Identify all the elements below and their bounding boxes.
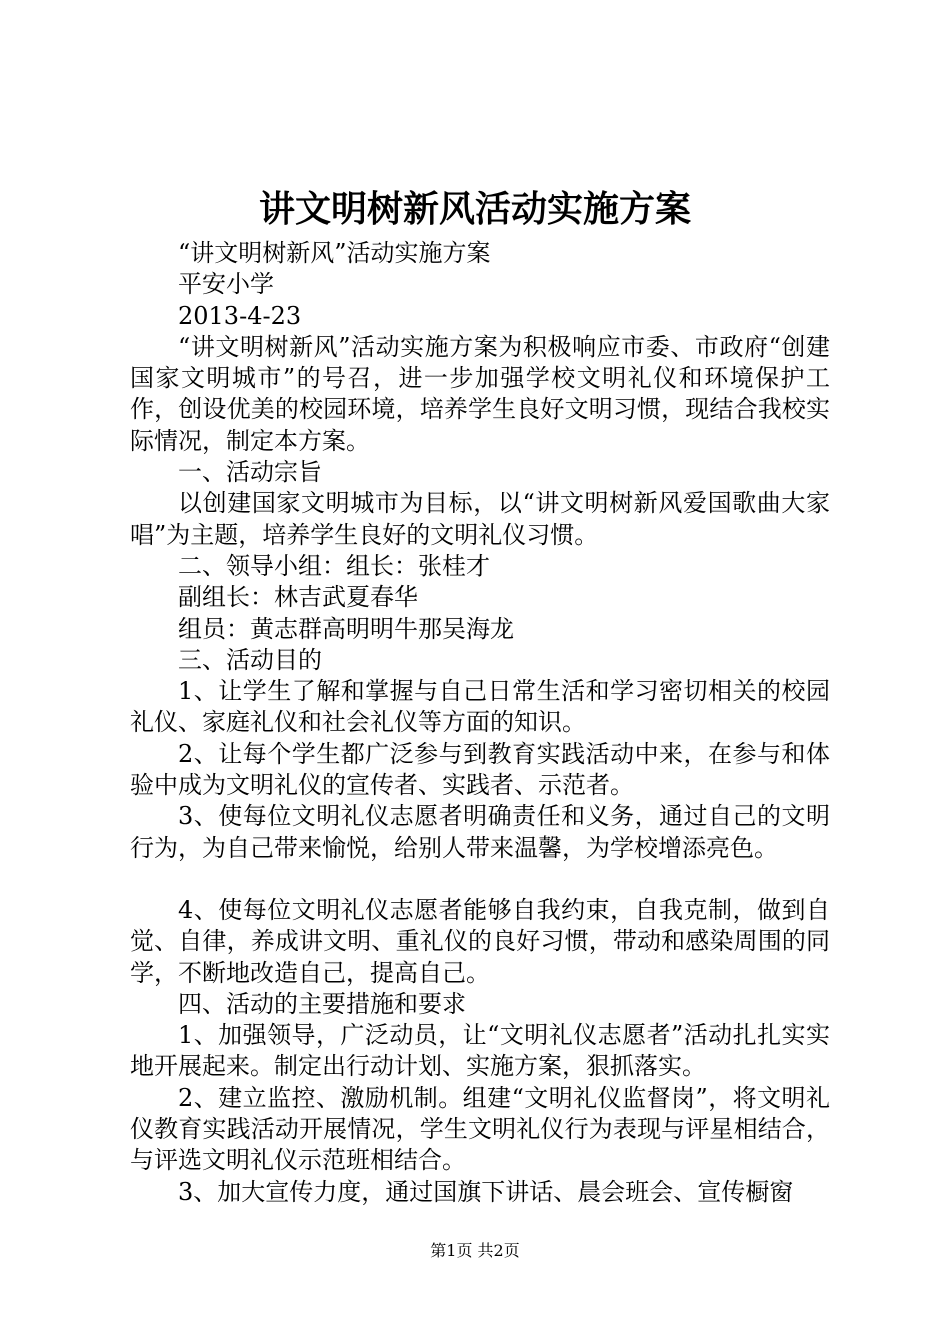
- page-number-footer: 第1页 共2页: [430, 1241, 520, 1260]
- paragraph-goal-2: 2、让每个学生都广泛参与到教育实践活动中来，在参与和体验中成为文明礼仪的宣传者、实践者、示范者。: [130, 739, 830, 800]
- paragraph-date: 2013-4-23: [178, 301, 302, 330]
- paragraph-goal-4: 4、使每位文明礼仪志愿者能够自我约束，自我克制，做到自觉、自律，养成讲文明、重礼仪的良好习惯，带动和感染周围的同学，不断地改造自己，提高自己。: [130, 895, 830, 987]
- document-title: 讲文明树新风活动实施方案: [258, 188, 691, 230]
- paragraph-deputy-leaders: 副组长：林吉武夏春华: [178, 583, 418, 612]
- section-heading-goals: 三、活动目的: [178, 645, 322, 674]
- paragraph-members: 组员：黄志群高明明牛那吴海龙: [178, 614, 514, 643]
- paragraph-measure-2: 2、建立监控、激励机制。组建“文明礼仪监督岗”，将文明礼仪教育实践活动开展情况，学生文明礼仪行为表现与评星相结合，与评选文明礼仪示范班相结合。: [130, 1083, 830, 1175]
- section-heading-measures: 四、活动的主要措施和要求: [178, 989, 466, 1018]
- document-body: [130, 238, 830, 1208]
- paragraph-measure-3: 3、加大宣传力度，通过国旗下讲话、晨会班会、宣传橱窗: [178, 1177, 794, 1206]
- paragraph-school-name: 平安小学: [178, 270, 274, 299]
- paragraph-heading-repeat: “讲文明树新风”活动实施方案: [178, 239, 491, 267]
- paragraph-goal-1: 1、让学生了解和掌握与自己日常生活和学习密切相关的校园礼仪、家庭礼仪和社会礼仪等方面的知识。: [130, 677, 830, 737]
- paragraph-intro: “讲文明树新风”活动实施方案为积极响应市委、市政府“创建国家文明城市”的号召，进一步加强学校文明礼仪和环境保护工作，创设优美的校园环境，培养学生良好文明习惯，现结合我校实际情况，制定本方案。: [130, 332, 830, 455]
- paragraph-spacer: [130, 864, 830, 895]
- paragraph-measure-1: 1、加强领导，广泛动员，让“文明礼仪志愿者”活动扎扎实实地开展起来。制定出行动计划、实施方案，狠抓落实。: [130, 1021, 830, 1081]
- paragraph-goal-3: 3、使每位文明礼仪志愿者明确责任和义务，通过自己的文明行为，为自己带来愉悦，给别人带来温馨，为学校增添亮色。: [130, 802, 830, 862]
- section-heading-leadership: 二、领导小组：组长：张桂才: [178, 551, 490, 580]
- section-heading-purpose: 一、活动宗旨: [178, 458, 322, 487]
- paragraph-purpose: 以创建国家文明城市为目标，以“讲文明树新风爱国歌曲大家唱”为主题，培养学生良好的文明礼仪习惯。: [130, 489, 830, 549]
